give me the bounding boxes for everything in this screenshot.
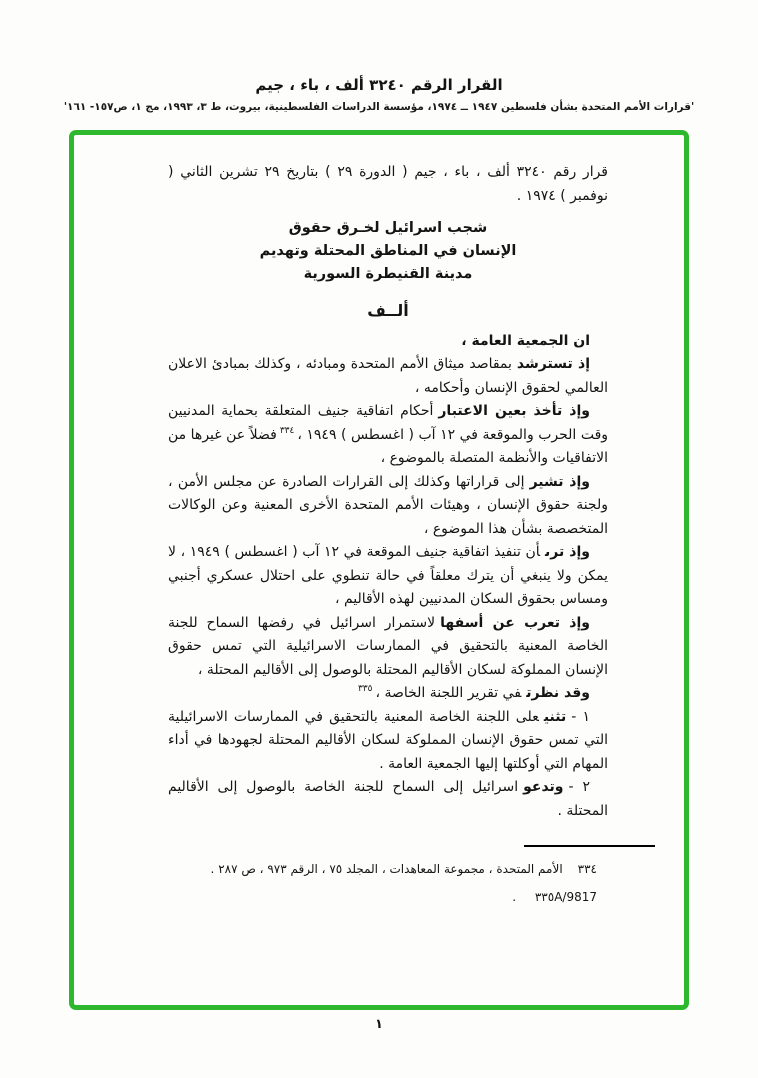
paragraph-text: أحكام اتفاقية جنيف المتعلقة بحماية المدنيين وقت الحرب والموقعة في ١٢ آب ( اغسطس ) ١٩٤٩ ، <box>168 403 609 443</box>
footnote-item <box>137 856 655 884</box>
paragraph-lead: وتدعو <box>523 779 564 795</box>
paragraph-lead: وإذ تعرب عن أسفها <box>440 614 590 631</box>
section-heading-alef: ألــف <box>367 301 409 320</box>
operative-paragraph <box>168 776 608 823</box>
footnote-item <box>137 884 655 912</box>
preamble-paragraph <box>168 353 608 400</box>
footnote-separator-rule <box>524 845 655 847</box>
footnotes-section <box>137 845 655 911</box>
resolution-title-line: شجب اسرائيل لخـرق حقوق <box>288 220 488 236</box>
page-header <box>0 0 758 113</box>
paragraph-text: أن تنفيذ اتفاقية جنيف الموقعة في ١٢ آب ( اغسطس ) ١٩٤٩ ، لا يمكن ولا ينبغي أن يترك معلقاً في حالة تنطوي على احتلال عسكري أجنبي ومساس بحقوق السكان المدنيين لهذه الأقاليم ، <box>168 544 608 607</box>
paragraph-text: لاستمرار اسرائيل في رفضها السماح للجنة الخاصة المعنية بالتحقيق في الممارسات الاسرائيلية التي تمس حقوق الإنسان المملوكة لسكان الأقاليم المحتلة بالوصول إلى الأقاليم المحتلة ، <box>168 614 608 678</box>
preamble-paragraph <box>168 400 608 471</box>
paragraph-lead: إذ تسترشد <box>516 356 590 372</box>
footnote-number: ٣٣٥ <box>534 889 555 904</box>
paragraph-lead: تثني <box>543 708 567 725</box>
paragraph-lead: وقد نظرت <box>526 685 590 701</box>
resolution-title-line: الإنسان في المناطق المحتلة وتهديم <box>259 243 517 259</box>
item-number: ١ - <box>571 708 590 725</box>
paragraph-text: في تقرير اللجنة الخاصة ، <box>375 685 522 701</box>
paragraph-text: إلى قراراتها وكذلك إلى القرارات الصادرة عن مجلس الأمن ، ولجنة حقوق الإنسان ، وهيئات الأمم المتحدة الأخرى المعنية وعن الوكالات المتخصصة بشأن هذا الموضوع ، <box>168 473 608 537</box>
paragraph-text: على اللجنة الخاصة المعنية بالتحقيق في الممارسات الاسرائيلية التي تمس حقوق الإنسان المملوكة لسكان الأقاليم المحتلة لجهودها في أداء المهام التي أوكلتها إليها الجمعية العامة . <box>168 708 608 772</box>
footnote-text: A/9817 . <box>512 889 597 904</box>
preamble-paragraph <box>168 541 608 612</box>
preamble-paragraph <box>168 682 608 706</box>
resolution-intro: قرار رقم ٣٢٤٠ ألف ، باء ، جيم ( الدورة ٢٩ ) بتاريخ ٢٩ تشرين الثاني ( نوفمبر ) ١٩٧٤ . <box>168 164 608 204</box>
paragraph-lead: وإذ تشير <box>529 473 590 490</box>
paragraph-text: اسرائيل إلى السماح للجنة الخاصة بالوصول إلى الأقاليم المحتلة . <box>168 779 608 819</box>
footnote-number: ٣٣٤ <box>577 862 597 876</box>
item-number: ٢ - <box>568 779 590 795</box>
paragraph-lead: وإذ تأخذ بعين الاعتبار <box>438 403 590 419</box>
resolution-title <box>168 217 608 286</box>
paragraph-lead: وإذ ترى <box>545 544 590 560</box>
operative-paragraph <box>168 706 608 777</box>
page-number: ١ <box>375 1017 383 1032</box>
preamble-paragraph <box>168 612 608 683</box>
source-citation: 'قرارات الأمم المتحدة بشأن فلسطين ١٩٤٧ ــ ١٩٧٤، مؤسسة الدراسات الفلسطينية، بيروت، ط ٣، ١٩٩٣، مج ١، ص١٥٧- ١٦١' <box>63 101 695 113</box>
general-assembly-line: ان الجمعية العامة ، <box>461 332 590 349</box>
resolution-body <box>74 135 684 823</box>
paragraph-text: فضلاً عن غيرها من الاتفاقيات والأنظمة المتصلة بالموضوع ، <box>168 426 608 466</box>
footnote-reference: ٣٣٥ <box>357 684 373 695</box>
paragraph-text: بمقاصد ميثاق الأمم المتحدة ومبادئه ، وكذلك بمبادئ الاعلان العالمي لحقوق الإنسان وأحكامه ، <box>168 356 608 396</box>
footnote-text: الأمم المتحدة ، مجموعة المعاهدات ، المجلد ٧٥ ، الرقم ٩٧٣ ، ص ٢٨٧ . <box>210 862 563 876</box>
resolution-reference-title: القرار الرقم ٣٢٤٠ ألف ، باء ، جيم <box>255 76 503 94</box>
footnote-reference: ٣٣٤ <box>279 425 295 436</box>
green-frame <box>69 130 689 1010</box>
preamble-paragraph <box>168 471 608 542</box>
resolution-title-line: مدينة القنيطرة السورية <box>303 266 473 282</box>
